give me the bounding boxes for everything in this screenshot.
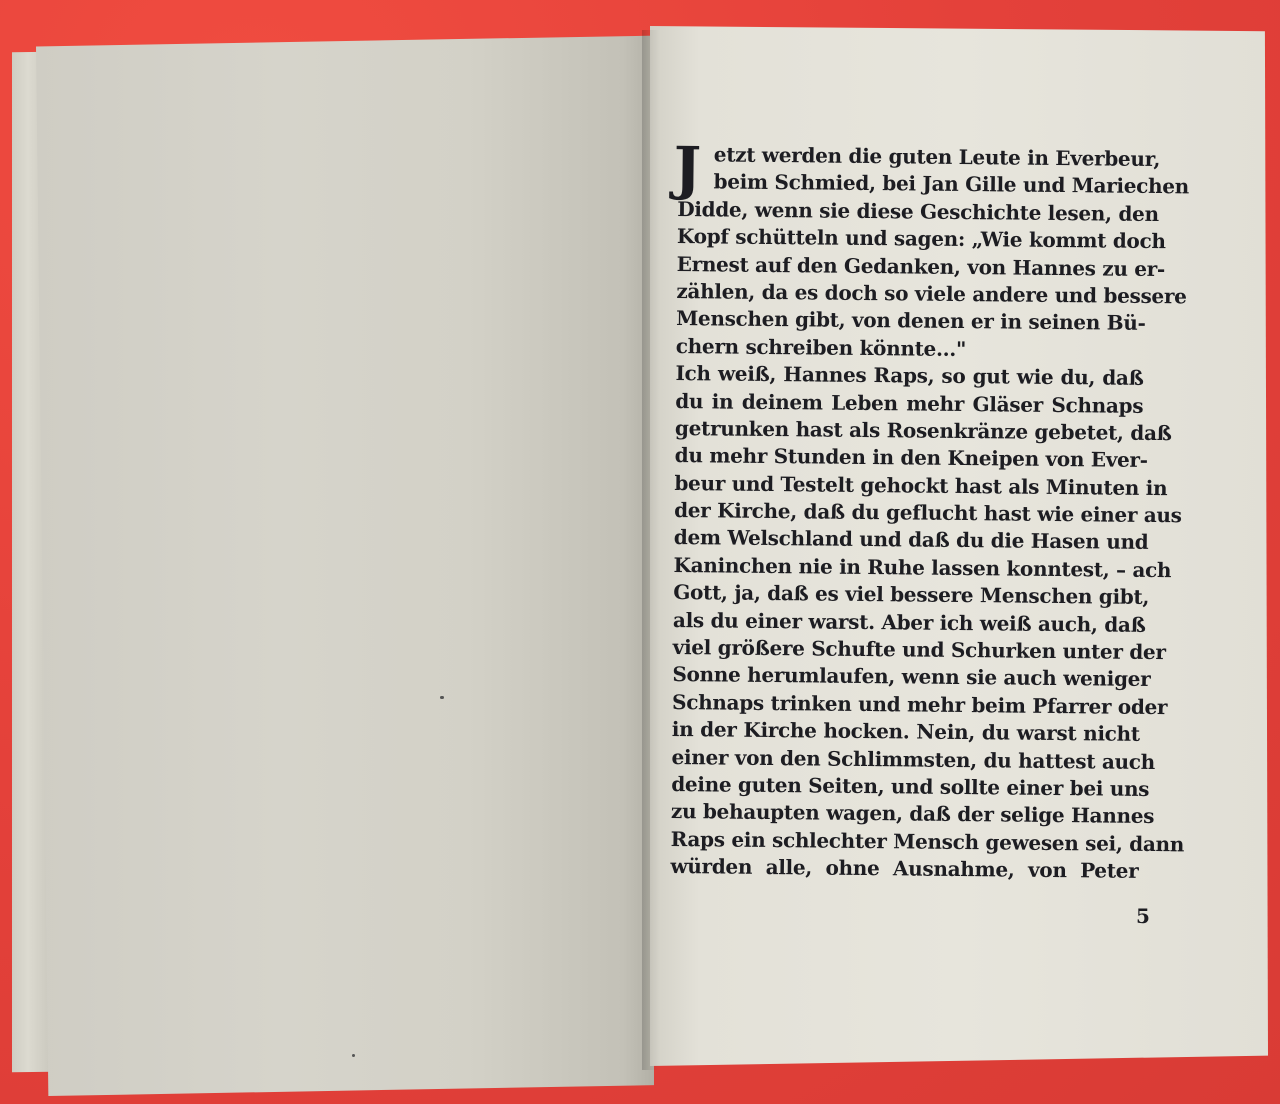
text-line: getrunken hast als Rosenkränze gebetet, daß xyxy=(674,415,1172,446)
text-line: als du einer warst. Aber ich weiß auch, daß xyxy=(672,607,1146,637)
page-number: 5 xyxy=(1136,904,1150,928)
text-line: beur und Testelt gehockt hast als Minuten in xyxy=(674,470,1168,500)
text-line: würden alle, ohne Ausnahme, von Peter xyxy=(670,854,1139,884)
text-line: zählen, da es doch so viele andere und bessere xyxy=(676,278,1187,309)
text-line: Kaninchen nie in Ruhe lassen konntest, – ach xyxy=(673,552,1172,583)
text-line: du in deinem Leben mehr Gläser Schnaps xyxy=(675,388,1144,418)
text-line: der Kirche, daß du geflucht hast wie einer aus xyxy=(674,498,1182,528)
book-gutter-shadow xyxy=(642,30,660,1070)
text-line: einer von den Schlimmsten, du hattest auch xyxy=(671,744,1156,774)
text-line: Sonne herumlaufen, wenn sie auch weniger xyxy=(672,662,1151,692)
text-line: viel größere Schufte und Schurken unter der xyxy=(672,635,1166,665)
text-line: Kopf schütteln und sagen: „Wie kommt doch xyxy=(676,224,1166,254)
text-line: chern schreiben könnte..." xyxy=(675,333,967,361)
text-line: Ich weiß, Hannes Raps, so gut wie du, daß xyxy=(675,361,1144,391)
paper-speck xyxy=(440,696,444,699)
text-line: zu behaupten wagen, daß der selige Hannes xyxy=(670,799,1155,829)
left-page-blank xyxy=(36,14,654,1096)
text-line: du mehr Stunden in den Kneipen von Ever- xyxy=(674,443,1148,473)
text-line: Schnaps trinken und mehr beim Pfarrer oder xyxy=(672,689,1168,719)
text-line: in der Kirche hocken. Nein, du warst nicht xyxy=(671,717,1140,747)
text-line: Raps ein schlechter Mensch gewesen sei, dann xyxy=(670,826,1185,857)
text-line: Gott, ja, daß es viel bessere Menschen gibt, xyxy=(673,580,1150,610)
text-line: Ernest auf den Gedanken, von Hannes zu er- xyxy=(676,251,1166,281)
text-line: dem Welschland und daß du die Hasen und xyxy=(673,525,1149,555)
text-line: beim Schmied, bei Jan Gille und Mariechen xyxy=(713,169,1190,199)
page-body-text xyxy=(670,133,1190,885)
text-line: Didde, wenn sie diese Geschichte lesen, den xyxy=(677,196,1159,226)
drop-cap: J xyxy=(673,133,702,203)
paper-speck xyxy=(352,1054,355,1057)
text-line: deine guten Seiten, und sollte einer bei uns xyxy=(671,771,1150,801)
text-line: etzt werden die guten Leute in Everbeur, xyxy=(713,142,1161,172)
text-line: Menschen gibt, von denen er in seinen Bü- xyxy=(676,306,1146,336)
